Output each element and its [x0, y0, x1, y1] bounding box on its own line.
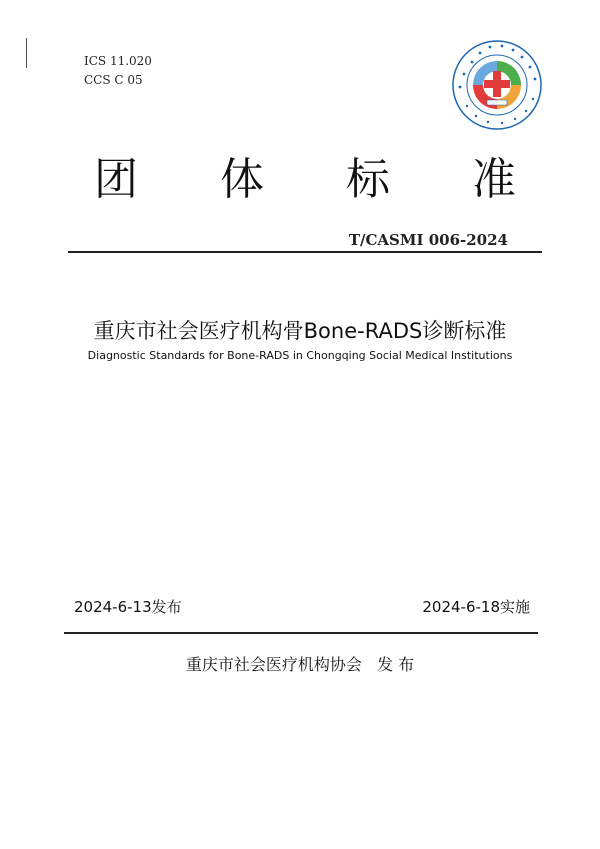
title-char-1: 团 — [94, 154, 138, 205]
classification-codes — [84, 52, 152, 90]
ics-code: ICS 11.020 — [84, 54, 152, 68]
publisher-line — [0, 652, 600, 675]
title-char-4: 准 — [472, 154, 516, 205]
margin-mark — [26, 38, 27, 68]
standard-number: T/CASMI 006-2024 — [348, 231, 508, 249]
header-divider — [68, 251, 542, 253]
ccs-code: CCS C 05 — [84, 73, 143, 87]
implementation-date: 2024-6-18实施 — [422, 598, 530, 616]
association-logo — [452, 40, 542, 130]
title-char-2: 体 — [220, 154, 264, 205]
document-type-title — [70, 152, 540, 208]
publisher-action: 发 布 — [377, 655, 415, 674]
title-english: Diagnostic Standards for Bone-RADS in Chongqing Social Medical Institutions — [87, 349, 513, 362]
footer-divider — [64, 632, 538, 634]
title-char-3: 标 — [346, 154, 390, 205]
issue-date: 2024-6-13发布 — [74, 598, 182, 616]
title-chinese: 重庆市社会医疗机构骨Bone-RADS诊断标准 — [93, 319, 507, 343]
publisher-name: 重庆市社会医疗机构协会 — [185, 655, 362, 674]
